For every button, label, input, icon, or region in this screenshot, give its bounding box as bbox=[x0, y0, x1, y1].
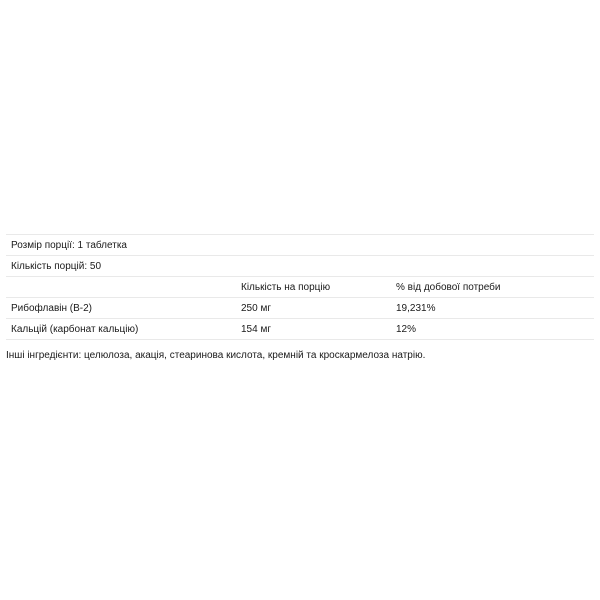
table-row bbox=[6, 319, 594, 340]
serving-size-row bbox=[6, 235, 594, 256]
ingredient-daily-value: 12% bbox=[391, 319, 594, 340]
ingredient-daily-value: 19,231% bbox=[391, 298, 594, 319]
ingredient-amount: 250 мг bbox=[236, 298, 391, 319]
table-row bbox=[6, 298, 594, 319]
column-header-daily-value: % від добової потреби bbox=[391, 277, 594, 298]
header-empty-cell bbox=[6, 277, 236, 298]
supplement-facts-table bbox=[6, 234, 594, 340]
ingredient-name: Рибофлавін (B-2) bbox=[6, 298, 236, 319]
ingredient-name: Кальцій (карбонат кальцію) bbox=[6, 319, 236, 340]
table-header-row bbox=[6, 277, 594, 298]
serving-size: Розмір порції: 1 таблетка bbox=[6, 235, 594, 256]
column-header-amount: Кількість на порцію bbox=[236, 277, 391, 298]
servings-count: Кількість порцій: 50 bbox=[6, 256, 594, 277]
other-ingredients: Інші інгредієнти: целюлоза, акація, стеаринова кислота, кремній та кроскармелоза натрію. bbox=[6, 350, 426, 361]
servings-count-row bbox=[6, 256, 594, 277]
ingredient-amount: 154 мг bbox=[236, 319, 391, 340]
